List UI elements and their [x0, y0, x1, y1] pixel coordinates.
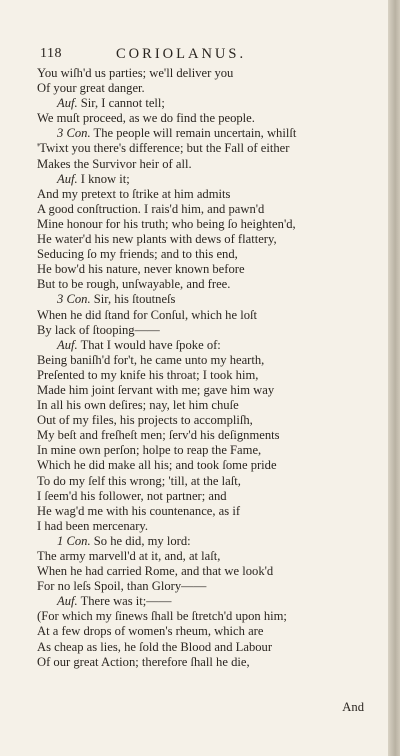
line-text: Preſented to my knife his throat; I took him,	[37, 367, 259, 382]
text-line	[37, 66, 382, 81]
catchword: And	[342, 700, 364, 714]
line-text: When he had carried Rome, and that we look'd	[37, 564, 274, 579]
line-text: Made him joint ſervant with me; gave him way	[37, 382, 275, 397]
text-line	[37, 609, 382, 624]
line-text: He wag'd me with his countenance, as if	[37, 503, 241, 518]
text-line	[37, 474, 382, 489]
text-line	[37, 187, 382, 202]
line-text: Out of my files, his projects to accompliſh,	[37, 413, 253, 428]
text-line	[37, 292, 382, 307]
speaker-prefix: Auf.	[57, 337, 78, 352]
text-line	[37, 579, 382, 594]
line-text: The people will remain uncertain, whilſt	[93, 126, 297, 141]
line-text: By lack of ſtooping——	[37, 322, 160, 337]
line-text: Of our great Action; therefore ſhall he die,	[37, 654, 250, 669]
line-text: I ſeem'd his follower, not partner; and	[37, 488, 227, 503]
text-line	[37, 126, 382, 141]
line-text: For no leſs Spoil, than Glory——	[37, 579, 207, 594]
line-text: Of your great danger.	[37, 81, 145, 96]
line-text: 'Twixt you there's difference; but the Fall of either	[37, 141, 290, 156]
line-text: Mine honour for his truth; who being ſo heighten'd,	[37, 216, 296, 231]
speaker-prefix: 3 Con.	[57, 126, 91, 141]
text-line	[37, 308, 382, 323]
text-line	[37, 549, 382, 564]
text-line	[37, 323, 382, 338]
text-line	[37, 655, 382, 670]
text-line	[37, 504, 382, 519]
line-text: Seducing ſo my friends; and to this end,	[37, 247, 238, 262]
text-line	[37, 353, 382, 368]
text-line	[37, 458, 382, 473]
line-text: A good conſtruction. I rais'd him, and pawn'd	[37, 201, 265, 216]
line-text: In mine own perſon; holpe to reap the Fame,	[37, 443, 262, 458]
text-line	[37, 624, 382, 639]
page-number: 118	[40, 46, 62, 61]
text-line	[37, 413, 382, 428]
text-line	[37, 368, 382, 383]
text-line	[37, 141, 382, 156]
text-line	[37, 277, 382, 292]
running-title: CORIOLANUS.	[116, 46, 247, 62]
line-text: I had been mercenary.	[37, 518, 149, 533]
text-line	[37, 172, 382, 187]
text-line	[37, 81, 382, 96]
text-line	[37, 489, 382, 504]
line-text: I know it;	[80, 171, 130, 186]
line-text: (For which my ſinews ſhall be ſtretch'd upon him;	[37, 609, 287, 624]
line-text: Sir, I cannot tell;	[80, 96, 165, 111]
play-text	[37, 66, 382, 670]
text-line	[37, 338, 382, 353]
line-text: You wiſh'd us parties; we'll deliver you	[37, 66, 234, 80]
text-line	[37, 232, 382, 247]
line-text: And my pretext to ſtrike at him admits	[37, 186, 231, 201]
line-text: But to be rough, unſwayable, and free.	[37, 277, 231, 292]
line-text: There was it;——	[80, 594, 172, 609]
text-line	[37, 247, 382, 262]
speaker-prefix: 3 Con.	[57, 292, 91, 307]
speaker-prefix: 1 Con.	[57, 533, 91, 548]
line-text: To do my ſelf this wrong; 'till, at the laſt,	[37, 473, 241, 488]
line-text: He water'd his new plants with dews of flattery,	[37, 232, 277, 247]
text-line	[37, 564, 382, 579]
line-text: As cheap as lies, he ſold the Blood and Labour	[37, 639, 273, 654]
text-line	[37, 202, 382, 217]
text-line	[37, 519, 382, 534]
page-gutter	[388, 0, 400, 756]
line-text: At a few drops of women's rheum, which are	[37, 624, 264, 639]
text-line	[37, 157, 382, 172]
text-line	[37, 398, 382, 413]
speaker-prefix: Auf.	[57, 171, 78, 186]
text-line	[37, 594, 382, 609]
line-text: My beſt and freſheſt men; ſerv'd his deſignments	[37, 428, 280, 443]
text-line	[37, 428, 382, 443]
line-text: He bow'd his nature, never known before	[37, 262, 245, 277]
speaker-prefix: Auf.	[57, 96, 78, 111]
text-line	[37, 111, 382, 126]
text-line	[37, 383, 382, 398]
text-line	[37, 443, 382, 458]
line-text: In all his own deſires; nay, let him chuſe	[37, 398, 239, 413]
text-line	[37, 534, 382, 549]
line-text: We muſt proceed, as we do find the people.	[37, 111, 255, 126]
line-text: Sir, his ſtoutneſs	[93, 292, 176, 307]
line-text: Which he did make all his; and took ſome pride	[37, 458, 277, 473]
line-text: So he did, my lord:	[93, 533, 191, 548]
text-line	[37, 640, 382, 655]
line-text: The army marvell'd at it, and, at laſt,	[37, 549, 221, 563]
line-text: When he did ſtand for Conſul, which he loſt	[37, 307, 257, 322]
line-text: That I would have ſpoke of:	[80, 337, 221, 352]
text-line	[37, 96, 382, 111]
text-line	[37, 217, 382, 232]
line-text: Makes the Survivor heir of all.	[37, 156, 192, 171]
line-text: Being baniſh'd for't, he came unto my hearth,	[37, 352, 265, 367]
text-line	[37, 262, 382, 277]
speaker-prefix: Auf.	[57, 594, 78, 609]
